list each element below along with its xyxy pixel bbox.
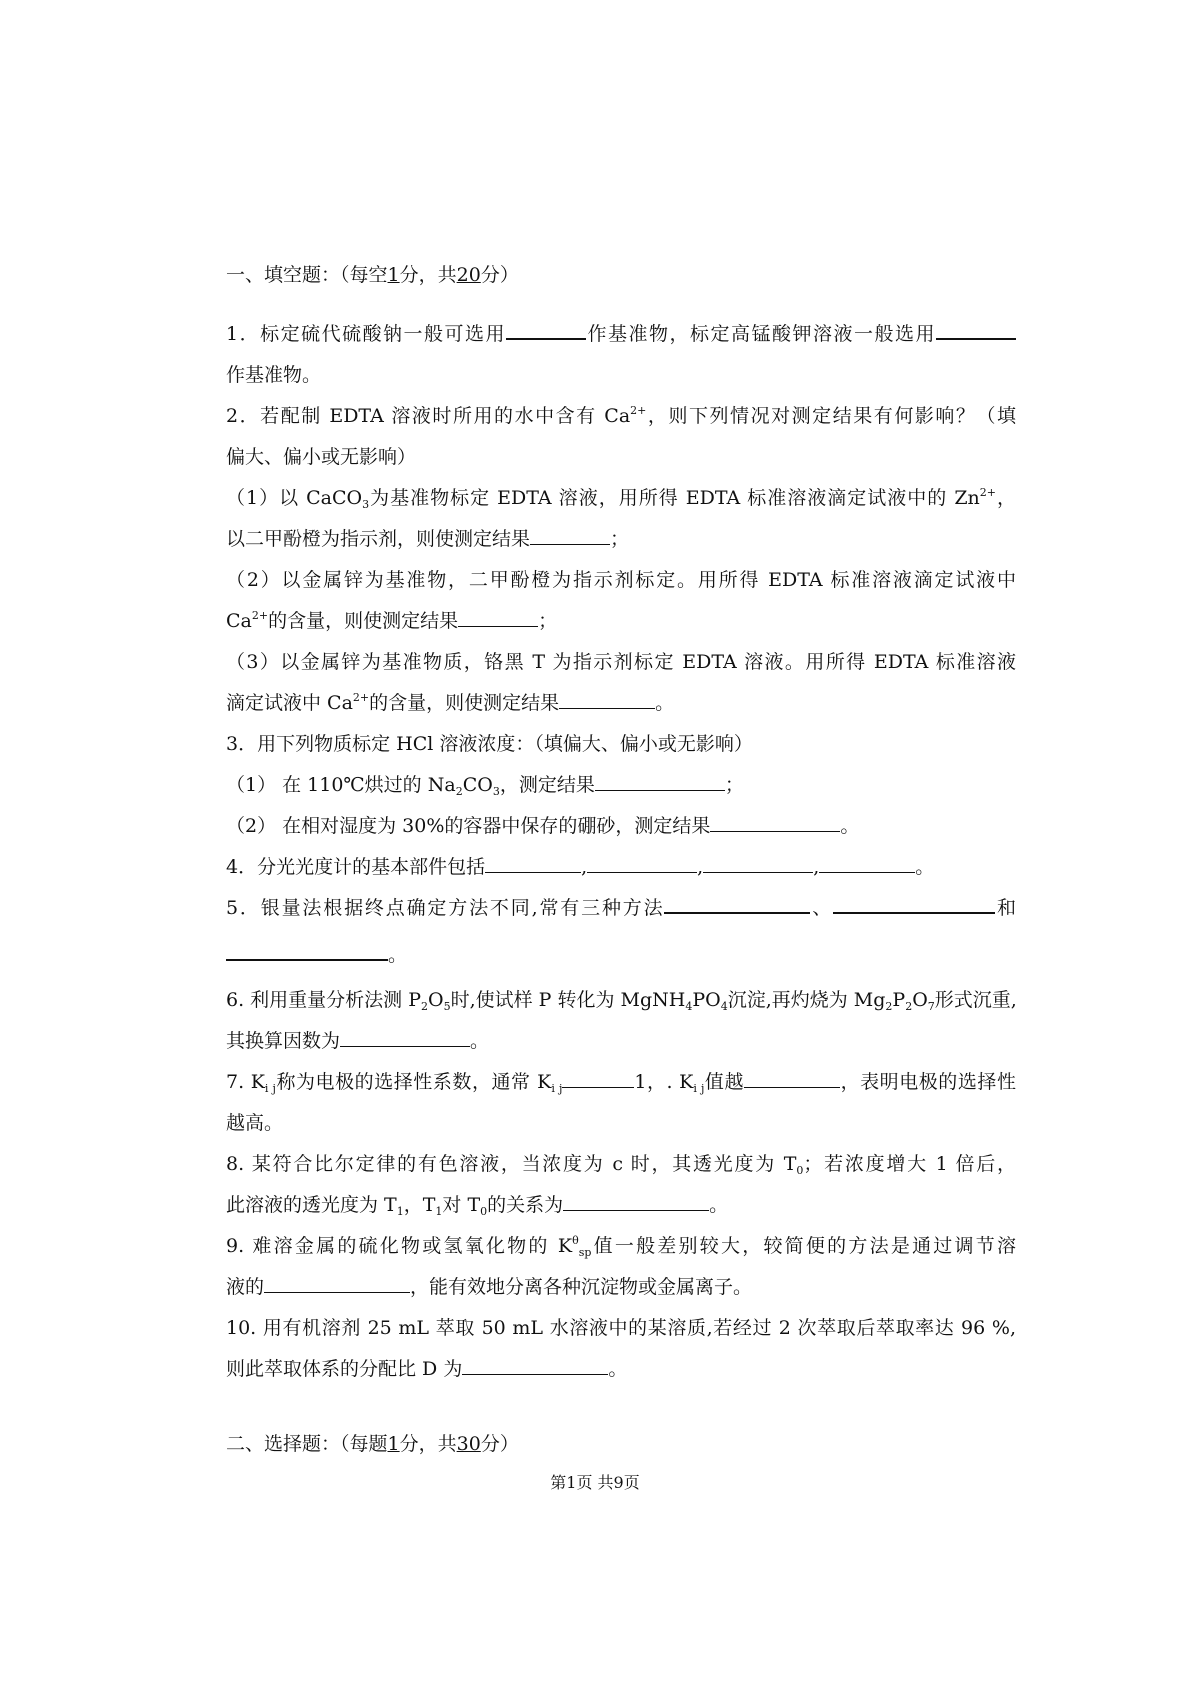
question-4 <box>226 847 1016 888</box>
question-8 <box>226 1144 1016 1185</box>
q8-text-c: 此溶液的透光度为 T <box>226 1194 397 1216</box>
q7-text-c: 1，. K <box>634 1071 694 1093</box>
q3p2-blank[interactable] <box>710 807 840 832</box>
q5-blank-1[interactable] <box>664 888 810 914</box>
q4-end: 。 <box>915 856 935 878</box>
q7-blank-2[interactable] <box>744 1063 840 1088</box>
q5-text-c: 和 <box>995 897 1016 919</box>
q5-text-d: 。 <box>388 944 408 966</box>
q9-text-c: 液的 <box>226 1276 265 1298</box>
q9-text-b: 值一般差别较大，较简便的方法是通过调节溶 <box>591 1235 1016 1257</box>
q8-text-e: 对 T <box>442 1194 481 1216</box>
question-3-part-1 <box>226 765 1016 806</box>
q6-text-e: 沉淀,再灼烧为 Mg <box>727 989 886 1011</box>
q2-text-b: ，则下列情况对测定结果有何影响？（填 <box>646 405 1016 427</box>
q6-sub-7: 7 <box>927 1000 935 1013</box>
q10-blank[interactable] <box>462 1350 608 1375</box>
q9-sub: sp <box>578 1246 592 1259</box>
q6-sub-4: 4 <box>720 1000 728 1013</box>
q6-text-i: 其换算因数为 <box>226 1030 341 1052</box>
q5-blank-2[interactable] <box>833 888 995 914</box>
q9-text-a: 9. 难溶金属的硫化物或氢氧化物的 K <box>226 1235 573 1257</box>
section-2-heading <box>226 1424 1016 1465</box>
q8-text-b: ；若浓度增大 1 倍后， <box>803 1153 1017 1175</box>
q6-text-j: 。 <box>470 1030 490 1052</box>
q9-sup: θ <box>572 1234 579 1247</box>
q8-text-f: 的关系为 <box>487 1194 564 1216</box>
section-1-title-suffix: 分） <box>480 264 519 286</box>
section-2-title-suffix: 分） <box>480 1433 519 1455</box>
q6-sub-3: 4 <box>685 1000 693 1013</box>
q2-text-c: 偏大、偏小或无影响） <box>226 446 417 468</box>
question-2-part-3-cont <box>226 683 1016 724</box>
q4-blank-4[interactable] <box>819 848 915 873</box>
q2p2-text-d: ； <box>538 610 558 632</box>
q7-sub-1: i j <box>264 1082 276 1095</box>
q2p1-text-d: 以二甲酚橙为指示剂，则使测定结果 <box>226 528 531 550</box>
question-2-part-2-cont <box>226 601 1016 642</box>
q4-sep-3: , <box>813 856 820 878</box>
q3p1-sub-1: 2 <box>455 785 463 798</box>
question-2-part-3 <box>226 642 1016 683</box>
question-3-part-2 <box>226 806 1016 847</box>
q2p1-sub: 3 <box>362 498 370 511</box>
q6-text-c: 时,使试样 P 转化为 MgNH <box>450 989 686 1011</box>
q8-sub-0b: 0 <box>480 1205 488 1218</box>
q2p1-sup: 2+ <box>979 486 996 499</box>
q8-text-d: ，T <box>403 1194 436 1216</box>
q8-blank[interactable] <box>563 1186 709 1211</box>
question-9 <box>226 1226 1016 1267</box>
q6-text-h: 形式沉重, <box>934 989 1017 1011</box>
question-1-cont <box>226 355 1016 396</box>
q3p2-text-b: 。 <box>840 815 860 837</box>
q2-text-a: 2．若配制 EDTA 溶液时所用的水中含有 Ca <box>226 405 631 427</box>
question-10 <box>226 1308 1016 1349</box>
question-2-cont <box>226 437 1016 478</box>
question-6 <box>226 980 1016 1021</box>
q2p3-text-d: 。 <box>655 692 675 714</box>
q5-blank-3[interactable] <box>226 935 388 961</box>
q1-text-c: 作基准物。 <box>226 364 322 386</box>
q7-text-e: ，表明电极的选择性 <box>840 1071 1016 1093</box>
q2p1-blank[interactable] <box>530 520 610 545</box>
q7-sub-2: i j <box>551 1082 563 1095</box>
q8-sub-1a: 1 <box>396 1205 404 1218</box>
question-1 <box>226 314 1016 355</box>
q1-blank-2[interactable] <box>936 314 1016 340</box>
q8-sub-0: 0 <box>796 1164 804 1177</box>
q1-text-b: 作基准物，标定高锰酸钾溶液一般选用 <box>586 323 936 345</box>
q6-text-f: P <box>892 989 906 1011</box>
question-5-cont <box>226 935 1016 976</box>
q1-blank-1[interactable] <box>506 314 586 340</box>
q2p1-text-b: 为基准物标定 EDTA 溶液，用所得 EDTA 标准溶液滴定试液中的 Zn <box>369 487 980 509</box>
question-2-part-1-cont <box>226 519 1016 560</box>
question-3 <box>226 724 1016 765</box>
q7-text-b: 称为电极的选择性系数，通常 K <box>275 1071 552 1093</box>
question-7 <box>226 1062 1016 1103</box>
section-2-title-mid: 分，共 <box>399 1433 457 1455</box>
q7-blank-1[interactable] <box>562 1063 634 1088</box>
q7-text-a: 7. K <box>226 1071 265 1093</box>
q6-sub-5: 2 <box>885 1000 893 1013</box>
section-1-title-mid: 分，共 <box>399 264 457 286</box>
q2p1-text-c: ， <box>995 487 1016 509</box>
q6-text-a: 6. 利用重量分析法测 P <box>226 989 421 1011</box>
q4-text-a: 4．分光光度计的基本部件包括 <box>226 856 486 878</box>
q3p1-text-d: ； <box>724 774 744 796</box>
q5-text-b: 、 <box>810 897 834 919</box>
q7-text-f: 越高。 <box>226 1112 284 1134</box>
q6-sub-2: 5 <box>443 1000 451 1013</box>
section-1-title: 一、填空题：（每空 <box>226 264 388 286</box>
q6-text-g: O <box>912 989 928 1011</box>
q6-text-d: PO <box>692 989 721 1011</box>
q10-text-a: 10. 用有机溶剂 25 mL 萃取 50 mL 水溶液中的某溶质,若经过 2 次萃取后萃取率达 96 %, <box>226 1317 1016 1339</box>
q10-text-c: 。 <box>608 1358 628 1380</box>
q2p2-sup: 2+ <box>251 609 269 622</box>
section-1-points-total: 20 <box>456 264 481 286</box>
q6-text-b: O <box>428 989 444 1011</box>
question-2-part-2 <box>226 560 1016 601</box>
question-10-cont <box>226 1349 1016 1390</box>
q4-blank-1[interactable] <box>485 848 581 873</box>
q10-text-b: 则此萃取体系的分配比 D 为 <box>226 1358 463 1380</box>
question-2 <box>226 396 1016 437</box>
q4-blank-3[interactable] <box>703 848 813 873</box>
q2p3-text-c: 的含量，则使测定结果 <box>369 692 560 714</box>
q3p2-text-a: （2） 在相对湿度为 30%的容器中保存的硼砂，测定结果 <box>226 815 711 837</box>
q8-text-g: 。 <box>709 1194 729 1216</box>
section-2-points-each: 1 <box>387 1433 400 1455</box>
q3-text-a: 3．用下列物质标定 HCl 溶液浓度：（填偏大、偏小或无影响） <box>226 733 753 755</box>
question-9-cont <box>226 1267 1016 1308</box>
q6-sub-1: 2 <box>421 1000 428 1013</box>
q2p2-text-c: 的含量，则使测定结果 <box>268 610 459 632</box>
q2p1-text-a: （1）以 CaCO <box>226 487 363 509</box>
question-2-part-1 <box>226 478 1016 519</box>
section-1-heading <box>226 255 1016 296</box>
q6-sub-6: 2 <box>905 1000 913 1013</box>
question-7-cont <box>226 1103 1016 1144</box>
q7-text-d: 值越 <box>704 1071 745 1093</box>
q4-sep-2: , <box>697 856 704 878</box>
q3p1-sub-2: 3 <box>492 785 500 798</box>
section-2-title: 二、选择题：（每题 <box>226 1433 388 1455</box>
q2p3-blank[interactable] <box>559 684 655 709</box>
q1-text-a: 1．标定硫代硫酸钠一般可选用 <box>226 323 507 345</box>
question-6-cont <box>226 1021 1016 1062</box>
q2p3-sup: 2+ <box>352 691 370 704</box>
q2p3-text-a: （3）以金属锌为基准物质，铬黑 T 为指示剂标定 EDTA 溶液。用所得 EDTA 标准溶液 <box>226 651 1016 673</box>
q4-blank-2[interactable] <box>587 848 697 873</box>
q7-sub-3: i j <box>693 1082 705 1095</box>
q3p1-text-b: CO <box>462 774 493 796</box>
q3p1-text-c: ，测定结果 <box>499 774 595 796</box>
section-1-points-each: 1 <box>387 264 400 286</box>
page-footer: 第1页 共9页 <box>550 1473 640 1492</box>
q5-text-a: 5．银量法根据终点确定方法不同,常有三种方法 <box>226 897 665 919</box>
q3p1-blank[interactable] <box>595 766 725 791</box>
exam-content <box>226 255 1016 1465</box>
q3p1-text-a: （1） 在 110℃烘过的 Na <box>226 774 456 796</box>
q2p3-text-b: 滴定试液中 Ca <box>226 692 353 714</box>
q2p2-blank[interactable] <box>458 602 538 627</box>
q2p2-text-a: （2）以金属锌为基准物，二甲酚橙为指示剂标定。用所得 EDTA 标准溶液滴定试液中 <box>226 569 1016 591</box>
question-8-cont <box>226 1185 1016 1226</box>
q6-blank[interactable] <box>340 1022 470 1047</box>
q8-sub-1b: 1 <box>435 1205 443 1218</box>
q2p1-text-e: ； <box>610 528 630 550</box>
q4-sep-1: , <box>581 856 588 878</box>
q9-blank[interactable] <box>264 1268 410 1293</box>
q8-text-a: 8. 某符合比尔定律的有色溶液，当浓度为 c 时，其透光度为 T <box>226 1153 797 1175</box>
q2p2-text-b: Ca <box>226 610 252 632</box>
section-2-points-total: 30 <box>456 1433 481 1455</box>
q2-sup: 2+ <box>630 404 647 417</box>
q9-text-d: ，能有效地分离各种沉淀物或金属离子。 <box>410 1276 753 1298</box>
question-5 <box>226 888 1016 929</box>
